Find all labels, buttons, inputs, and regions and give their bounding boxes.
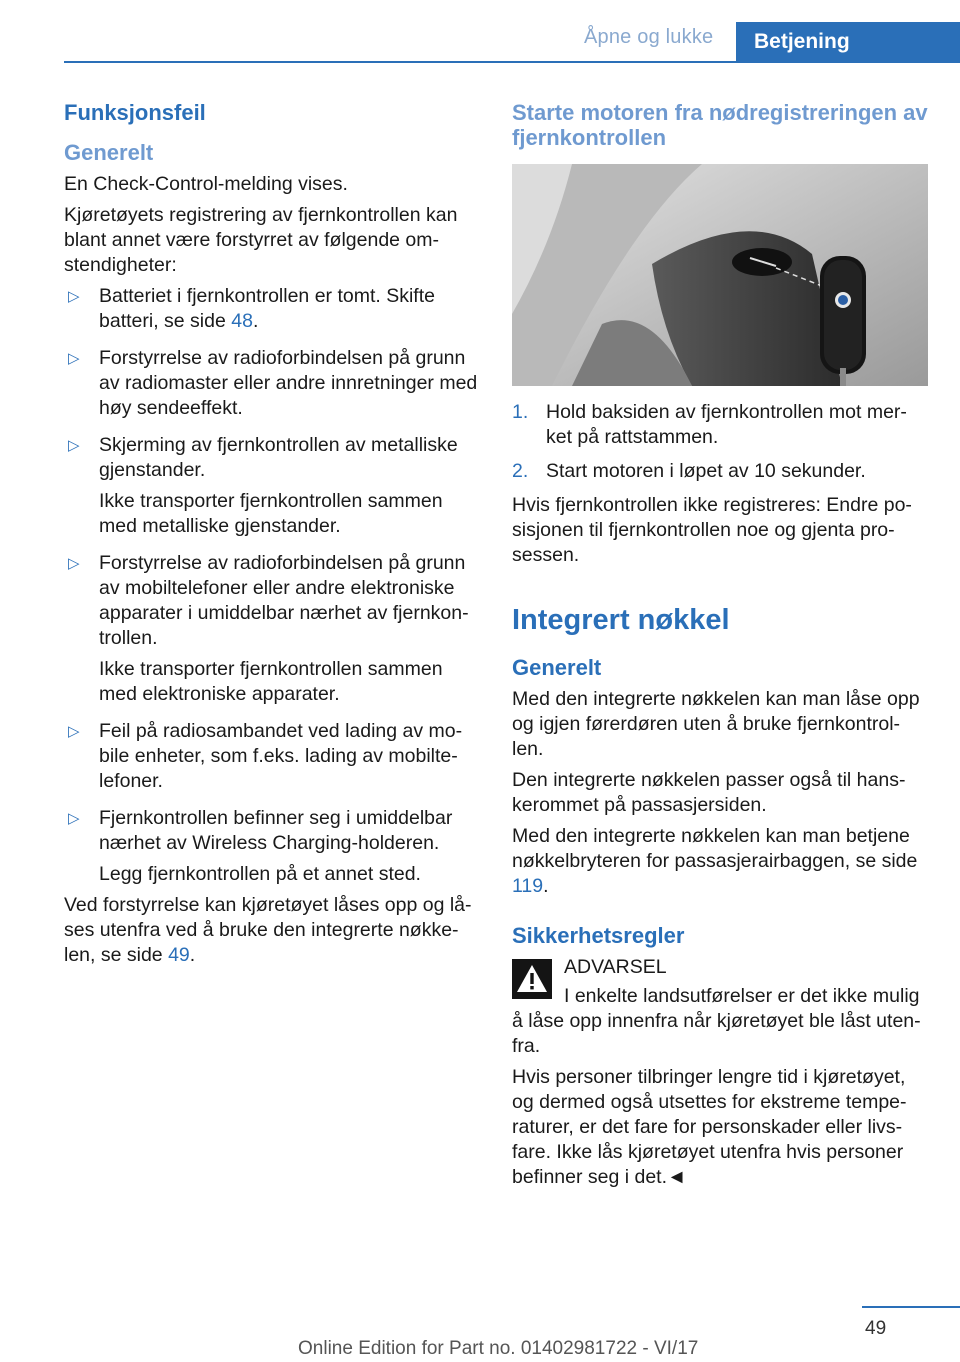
list-item xyxy=(64,284,478,334)
page-number: 49 xyxy=(865,1318,887,1339)
section-heading-funksjonsfeil: Funksjonsfeil xyxy=(64,100,206,125)
paragraph-registration: Kjøretøyets registrering av fjernkontrollen kan blant annet være forstyrret av følgende om-stendigheter: xyxy=(64,204,458,276)
chapter-tab[interactable]: Betjening xyxy=(736,22,960,62)
step-number: 2. xyxy=(512,460,529,482)
list-item-text: Skjerming av fjernkontrollen av metalliske gjenstander. xyxy=(99,434,458,481)
warning-block xyxy=(512,955,928,1059)
paragraph-warning-detail: Hvis personer tilbringer lengre tid i kjøretøyet, og dermed også utsettes for ekstreme tempe-raturer, er det fare for personskader eller livs-fare. Ikke lås kjøretøyet utenfra hvis personer befinner seg i det.◄ xyxy=(512,1066,907,1188)
list-item xyxy=(512,459,928,484)
header-rule xyxy=(64,61,960,63)
list-item-text: Batteriet i fjernkontrollen er tomt. Skifte batteri, se side xyxy=(99,285,435,332)
triangle-bullet-icon: ▷ xyxy=(68,723,80,740)
subheading-emergency-start: Starte motoren fra nødregistreringen av fjernkontrollen xyxy=(512,100,928,150)
warning-text-line1: I enkelte landsutførelser er det ikke mulig xyxy=(564,985,920,1007)
list-item-text: Fjernkontrollen befinner seg i umiddelbar nærhet av Wireless Charging-holderen. xyxy=(99,807,453,854)
page-link[interactable]: 48 xyxy=(231,310,253,332)
list-item xyxy=(64,346,478,421)
closing-text: Ved forstyrrelse kan kjøretøyet låses opp og lå-ses utenfra ved å bruke den integrerte nøkke-len, se side xyxy=(64,894,472,966)
paragraph-retry: Hvis fjernkontrollen ikke registreres: Endre po-sisjonen til fjernkontrollen noe og gjenta pro-sessen. xyxy=(512,494,912,566)
list-item xyxy=(512,400,928,450)
airbag-tail: . xyxy=(543,875,549,897)
steering-column-photo xyxy=(512,164,928,386)
footer-rule xyxy=(862,1306,960,1308)
key-fob-illustration xyxy=(512,164,928,386)
edition-text: Online Edition for Part no. 01402981722 - VI/17 xyxy=(298,1338,699,1359)
paragraph-closing xyxy=(64,893,478,968)
page-header xyxy=(0,0,960,62)
paragraph-airbag-switch xyxy=(512,824,928,899)
triangle-bullet-icon: ▷ xyxy=(68,437,80,454)
warning-text-line2: å låse opp innenfra når kjøretøyet ble låst uten-fra. xyxy=(512,1010,921,1057)
list-item xyxy=(64,433,478,539)
triangle-bullet-icon: ▷ xyxy=(68,810,80,827)
cause-list xyxy=(64,284,478,887)
step-text: Hold baksiden av fjernkontrollen mot mer-ket på rattstammen. xyxy=(546,401,907,448)
page-link[interactable]: 119 xyxy=(512,875,544,897)
closing-tail: . xyxy=(189,944,196,966)
triangle-bullet-icon: ▷ xyxy=(68,555,80,572)
subheading-safety: Sikkerhetsregler xyxy=(512,923,685,948)
list-item-note: Legg fjernkontrollen på et annet sted. xyxy=(99,863,421,885)
section-heading-integrert-nokkel: Integrert nøkkel xyxy=(512,604,730,636)
list-item-text: Forstyrrelse av radioforbindelsen på grunn av radiomaster eller andre innretninger med høy sendeeffekt. xyxy=(99,347,478,419)
paragraph-glovebox: Den integrerte nøkkelen passer også til hans-kerommet på passasjersiden. xyxy=(512,769,906,816)
right-column xyxy=(512,100,928,1196)
list-item-note: Ikke transporter fjernkontrollen sammen med elektroniske apparater. xyxy=(99,658,443,705)
left-column xyxy=(64,100,478,974)
step-number: 1. xyxy=(512,401,529,423)
warning-triangle-icon xyxy=(512,959,552,999)
subheading-generelt-2: Generelt xyxy=(512,655,602,680)
list-item-tail: . xyxy=(252,310,259,332)
list-item xyxy=(64,719,478,794)
triangle-bullet-icon: ▷ xyxy=(68,288,80,305)
page-link[interactable]: 49 xyxy=(168,944,190,966)
section-tab[interactable]: Åpne og lukke xyxy=(584,26,714,48)
paragraph-check-control: En Check-Control-melding vises. xyxy=(64,173,348,195)
paragraph-key-usage: Med den integrerte nøkkelen kan man låse opp og igjen førerdøren uten å bruke fjernkontrol-len. xyxy=(512,688,920,760)
airbag-text: Med den integrerte nøkkelen kan man betjene nøkkelbryteren for passasjerairbaggen, se side xyxy=(512,825,918,872)
warning-label: ADVARSEL xyxy=(564,956,667,978)
subheading-generelt: Generelt xyxy=(64,140,154,165)
triangle-bullet-icon: ▷ xyxy=(68,350,80,367)
list-item xyxy=(64,551,478,707)
list-item xyxy=(64,806,478,887)
list-item-text: Forstyrrelse av radioforbindelsen på grunn av mobiltelefoner eller andre elektroniske apparater i umiddelbar nærhet av fjernkon-trollen. xyxy=(99,552,469,649)
step-list xyxy=(512,400,928,484)
list-item-text: Feil på radiosambandet ved lading av mo-bile enheter, som f.eks. lading av mobilte-lefoner. xyxy=(99,720,463,792)
list-item-note: Ikke transporter fjernkontrollen sammen med metalliske gjenstander. xyxy=(99,490,443,537)
step-text: Start motoren i løpet av 10 sekunder. xyxy=(546,460,866,482)
